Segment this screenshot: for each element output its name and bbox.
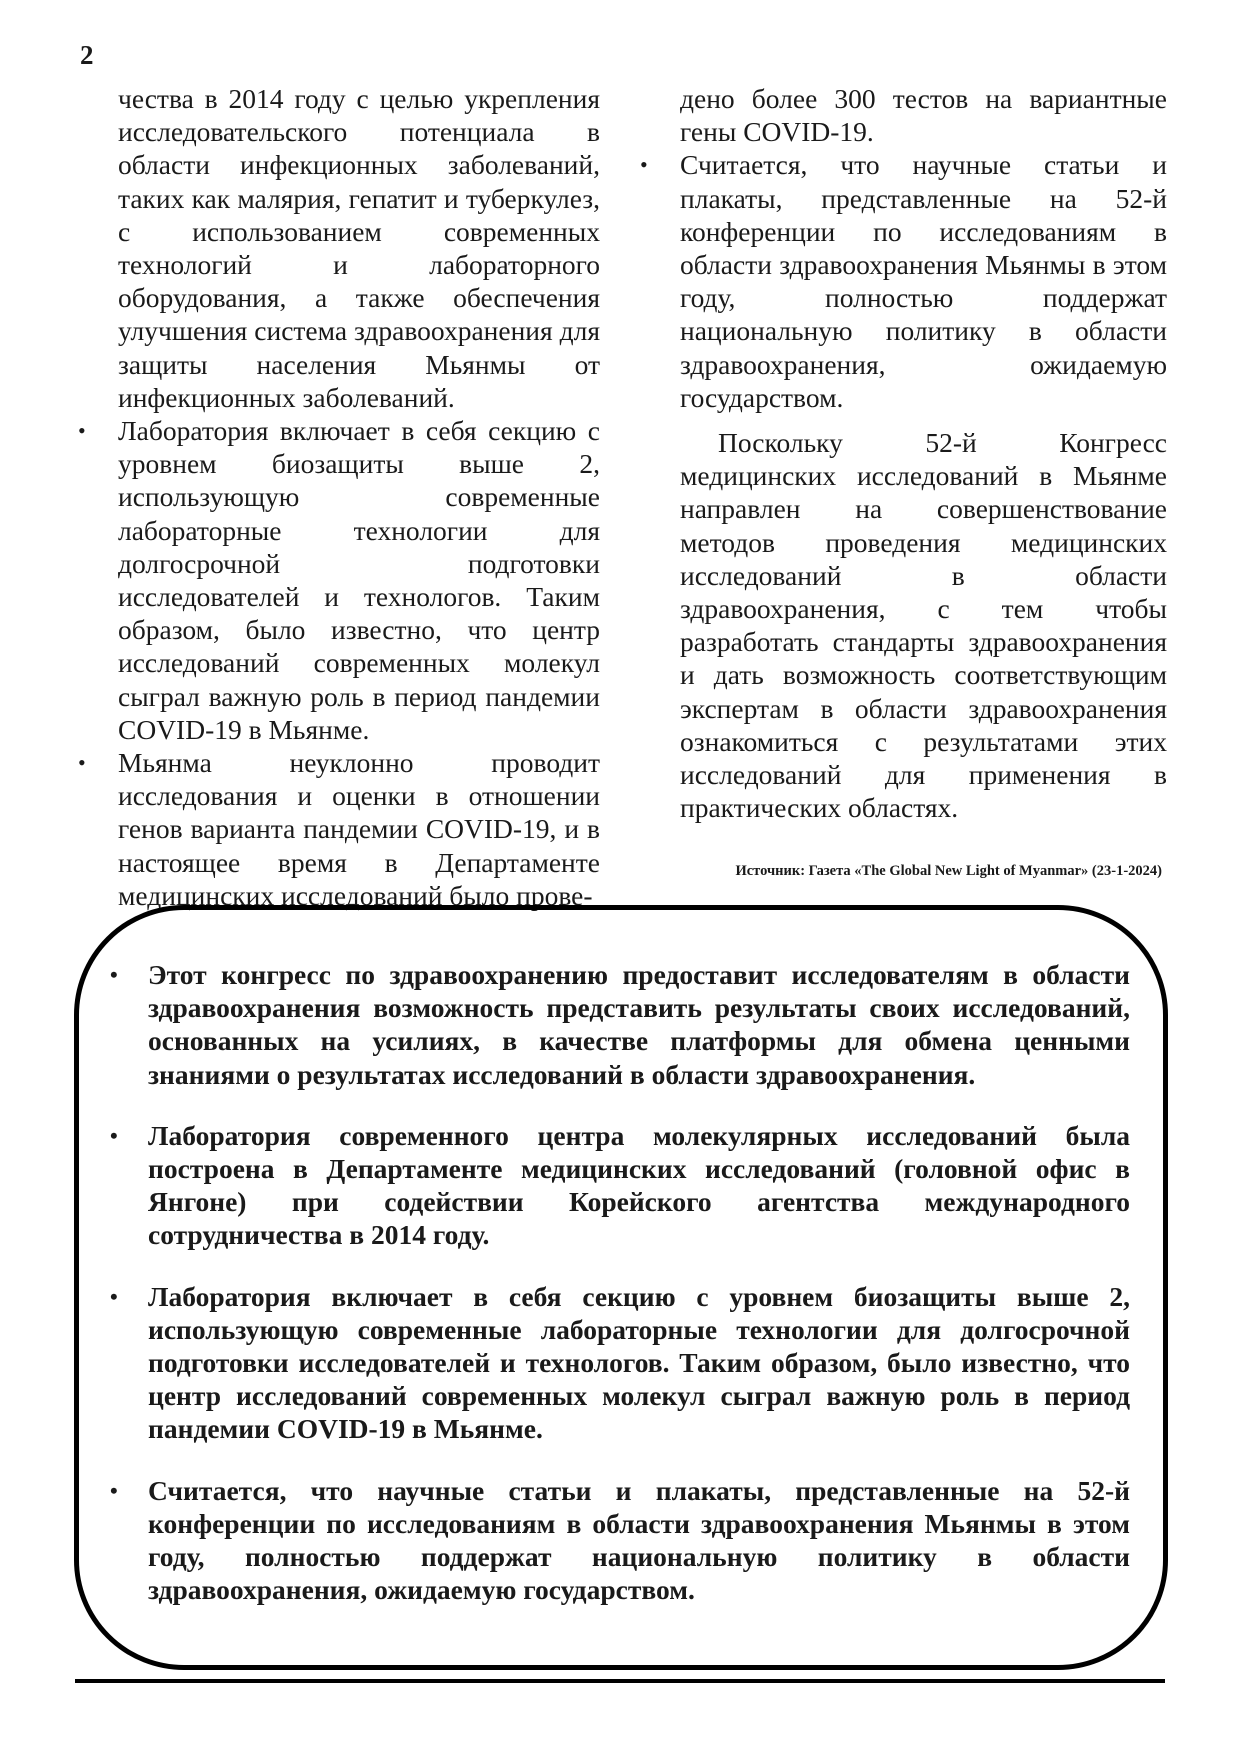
right-column: [680, 82, 1167, 824]
summary-list: [148, 958, 1130, 1634]
bullet-item: • Считается, что научные статьи и плакаты, представленные на 52-й конференции по исследованиям в области здравоохранения Мьянмы в этом году, полностью поддержат национальную политику в области здравоохранения, ожидаемую государством.: [680, 148, 1167, 414]
bullet-item: • Лаборатория включает в себя секцию с уровнем биозащиты выше 2, использующую современные лабораторные технологии для долгосрочной подготовки исследователей и технологов. Таким образом, было известно, что центр исследований современных молекул сыграл важную роль в период пандемии COVID-19 в Мьянме.: [118, 414, 600, 746]
summary-item: • Лаборатория современного центра молекулярных исследований была построена в Департаменте медицинских исследований (головной офис в Янгоне) при содействии Корейского агентства международного сотрудничества в 2014 году.: [148, 1119, 1130, 1252]
left-continuation-text: чества в 2014 году с целью укрепления исследовательского потенциала в области инфекционных заболеваний, таких как малярия, гепатит и туберкулез, с использованием современных технологий и лабораторного оборудования, а также обеспечения улучшения система здравоохранения для защиты населения Мьянмы от инфекционных заболеваний.: [118, 83, 600, 413]
summary-item: • Лаборатория включает в себя секцию с уровнем биозащиты выше 2, использующую современные лабораторные технологии для долгосрочной подготовки исследователей и технологов. Таким образом, было известно, что центр исследований современных молекул сыграл важную роль в период пандемии COVID-19 в Мьянме.: [148, 1280, 1130, 1446]
bottom-divider: [75, 1679, 1165, 1683]
bullet-item: • Мьянма неуклонно проводит исследования и оценки в отношении генов варианта пандемии COVID-19, и в настоящее время в Департаменте медицинских исследований было прове-: [118, 746, 600, 912]
summary-item: • Считается, что научные статьи и плакаты, представленные на 52-й конференции по исследованиям в области здравоохранения Мьянмы в этом году, полностью поддержат национальную политику в области здравоохранения, ожидаемую государством.: [148, 1474, 1130, 1607]
summary-item: • Этот конгресс по здравоохранению предоставит исследователям в области здравоохранения возможность представить результаты своих исследований, основанных на усилиях, в качестве платформы для обмена ценными знаниями о результатах исследований в области здравоохранения.: [148, 958, 1130, 1091]
right-continuation-text: дено более 300 тестов на вариантные гены COVID-19.: [680, 83, 1167, 148]
page-number: 2: [80, 40, 94, 70]
body-paragraph: Поскольку 52-й Конгресс медицинских исследований в Мьянме направлен на совершенствование методов проведения медицинских исследований в области здравоохранения, с тем чтобы разработать стандарты здравоохранения и дать возможность соответствующим экспертам в области здравоохранения ознакомиться с результатами этих исследований для применения в практических областях.: [680, 427, 1167, 824]
source-citation: Источник: Газета «The Global New Light of Myanmar» (23-1-2024): [735, 863, 1162, 879]
left-column: [118, 82, 600, 912]
